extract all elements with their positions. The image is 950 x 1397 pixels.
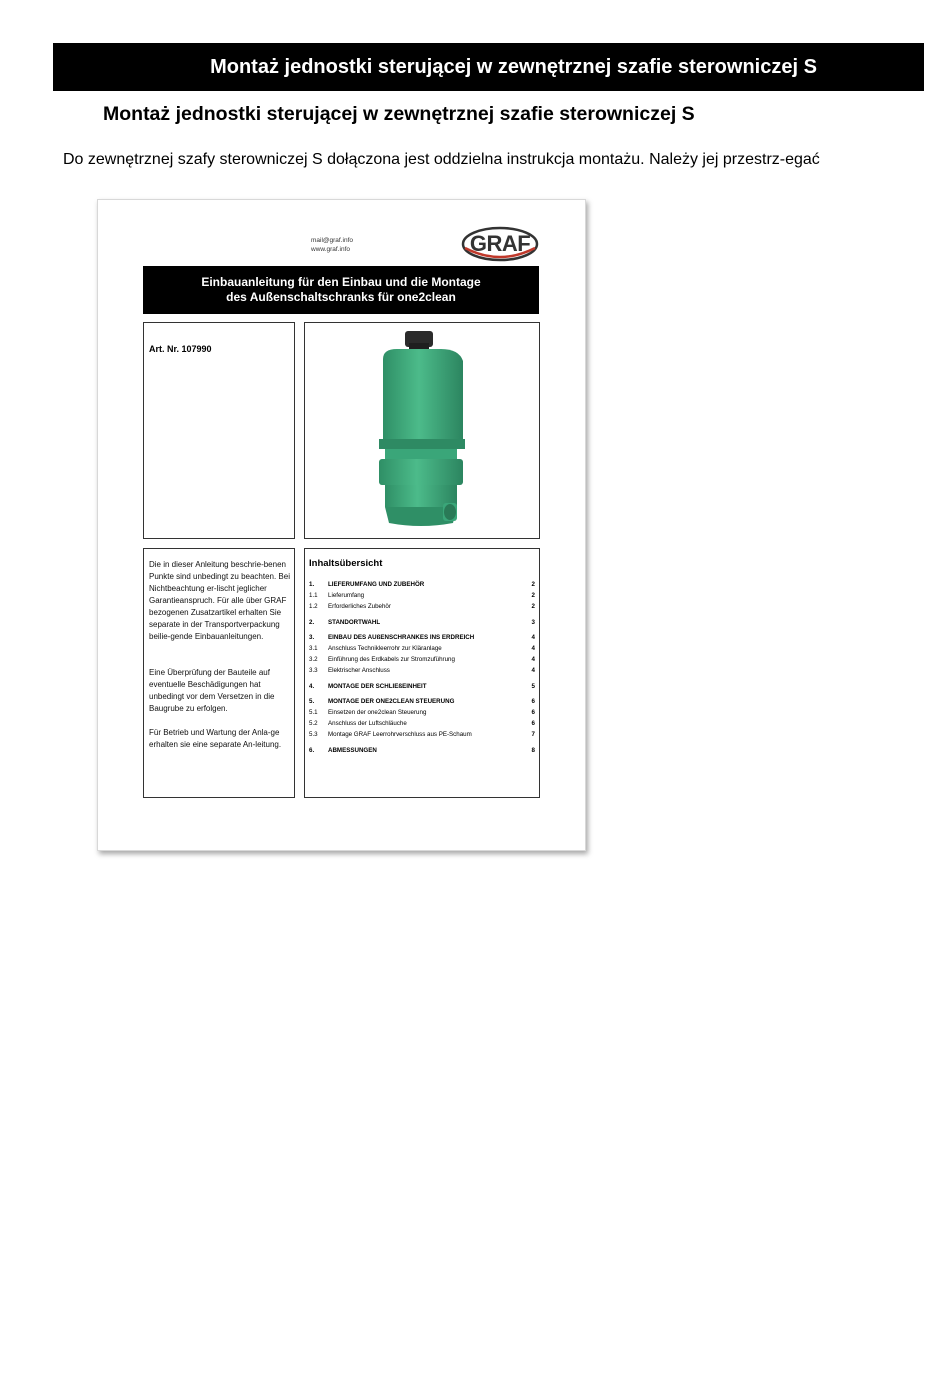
page-banner: Montaż jednostki sterującej w zewnętrznej szafie sterowniczej S — [53, 43, 924, 91]
toc-entry-number: 5.1 — [309, 709, 318, 717]
contact-website: www.graf.info — [311, 246, 351, 253]
toc-entry — [309, 729, 535, 740]
toc-entry-title: Elektrischer Anschluss — [328, 667, 390, 675]
intro-paragraph: Do zewnętrznej szafy sterowniczej S dołączona jest oddzielna instrukcja montażu. Należy jej przestrz-egać — [63, 151, 820, 168]
toc-entry — [309, 632, 535, 643]
toc-entry-title: MONTAGE DER ONE2CLEAN STEUERUNG — [328, 697, 455, 705]
toc-entry-page: 4 — [531, 656, 535, 664]
toc-entry-page: 2 — [531, 581, 535, 588]
toc-entry — [309, 665, 535, 676]
toc-entry — [309, 601, 535, 612]
toc-entry-title: Einführung des Erdkabels zur Stromzuführung — [328, 656, 455, 664]
toc-entry-page: 4 — [531, 645, 535, 653]
table-of-contents — [304, 548, 540, 798]
toc-entry-page: 3 — [531, 618, 535, 626]
contact-info — [311, 236, 353, 254]
toc-title: Inhaltsübersicht — [309, 558, 383, 569]
toc-entry-title: ABMESSUNGEN — [328, 746, 377, 754]
toc-entry-number: 5. — [309, 697, 315, 705]
note-paragraph: Die in dieser Anleitung beschrie-benen Punkte sind unbedingt zu beachten. Bei Nichtbeachtung er-lischt jeglicher Garantieanspruch. Für alle über GRAF bezogenen Zusatzartikel erhalten Sie separate in der Transportverpackung beilie-gende Einbauanleitungen. — [149, 560, 290, 641]
contact-email: mail@graf.info — [311, 237, 354, 244]
toc-entry-number: 3.1 — [309, 645, 318, 653]
toc-entry — [309, 654, 535, 665]
toc-entry-number: 2. — [309, 618, 315, 626]
graf-logo — [461, 226, 539, 262]
article-number: Art. Nr. 107990 — [149, 344, 212, 354]
manual-cover-image — [97, 199, 586, 851]
toc-entry-number: 3.2 — [309, 656, 318, 664]
toc-entry-title: Lieferumfang — [328, 592, 365, 600]
toc-entry-page: 5 — [531, 682, 535, 690]
toc-entry — [309, 590, 535, 601]
toc-entry — [309, 696, 535, 707]
toc-entry-title: Anschluss Technikleerrohr zur Kläranlage — [328, 645, 442, 653]
toc-entry-page: 2 — [531, 603, 535, 611]
toc-entry — [309, 681, 535, 692]
toc-entry-page: 6 — [531, 709, 535, 717]
notes-box — [143, 548, 295, 798]
product-image-box — [304, 322, 540, 539]
toc-entry — [309, 718, 535, 729]
toc-entry-title: Einsetzen der one2clean Steuerung — [328, 709, 427, 717]
note-paragraph: Eine Überprüfung der Bauteile auf eventuelle Beschädigungen hat unbedingt vor dem Versetzen in die Baugrube zu erfolgen. — [149, 668, 275, 713]
toc-entry — [309, 643, 535, 654]
manual-title-line2: des Außenschaltschranks für one2clean — [226, 290, 456, 304]
toc-entry-number: 5.3 — [309, 731, 318, 739]
toc-entry — [309, 617, 535, 628]
toc-entry-page: 7 — [531, 731, 535, 739]
toc-entry — [309, 579, 535, 590]
toc-entry-number: 6. — [309, 746, 315, 754]
article-number-box — [143, 322, 295, 539]
toc-entry-title: Erforderliches Zubehör — [328, 603, 391, 611]
toc-entry-title: MONTAGE DER SCHLIEßEINHEIT — [328, 682, 427, 690]
toc-entry — [309, 745, 535, 756]
section-heading: Montaż jednostki sterującej w zewnętrznej szafie sterowniczej S — [103, 103, 695, 125]
control-cabinet-illustration — [305, 323, 539, 538]
toc-entry-page: 4 — [531, 667, 535, 675]
toc-entry-page: 6 — [531, 720, 535, 728]
toc-entry-number: 1.2 — [309, 603, 318, 611]
toc-entry-title: STANDORTWAHL — [328, 618, 381, 626]
manual-title-line1: Einbauanleitung für den Einbau und die Montage — [201, 275, 481, 289]
toc-entry-number: 5.2 — [309, 720, 318, 728]
toc-entry-number: 1. — [309, 581, 315, 588]
note-paragraph: Für Betrieb und Wartung der Anla-ge erhalten sie eine separate An-leitung. — [149, 728, 282, 749]
manual-title — [143, 266, 539, 314]
toc-entry-page: 4 — [531, 633, 535, 641]
toc-entry-page: 2 — [531, 592, 535, 600]
toc-entry-number: 3.3 — [309, 667, 318, 675]
toc-entry-title: LIEFERUMFANG UND ZUBEHÖR — [328, 581, 425, 588]
toc-entry-title: EINBAU DES AUßENSCHRANKES INS ERDREICH — [328, 633, 475, 641]
logo-text: GRAF — [469, 231, 531, 256]
toc-entry-number: 3. — [309, 633, 315, 641]
toc-entry-page: 6 — [531, 697, 535, 705]
toc-entry — [309, 707, 535, 718]
toc-list — [309, 579, 535, 756]
toc-entry-page: 8 — [531, 746, 535, 754]
toc-entry-title: Anschluss der Luftschläuche — [328, 720, 407, 728]
toc-entry-number: 1.1 — [309, 592, 318, 600]
toc-entry-number: 4. — [309, 682, 315, 690]
toc-entry-title: Montage GRAF Leerrohrverschluss aus PE-Schaum — [328, 731, 472, 739]
